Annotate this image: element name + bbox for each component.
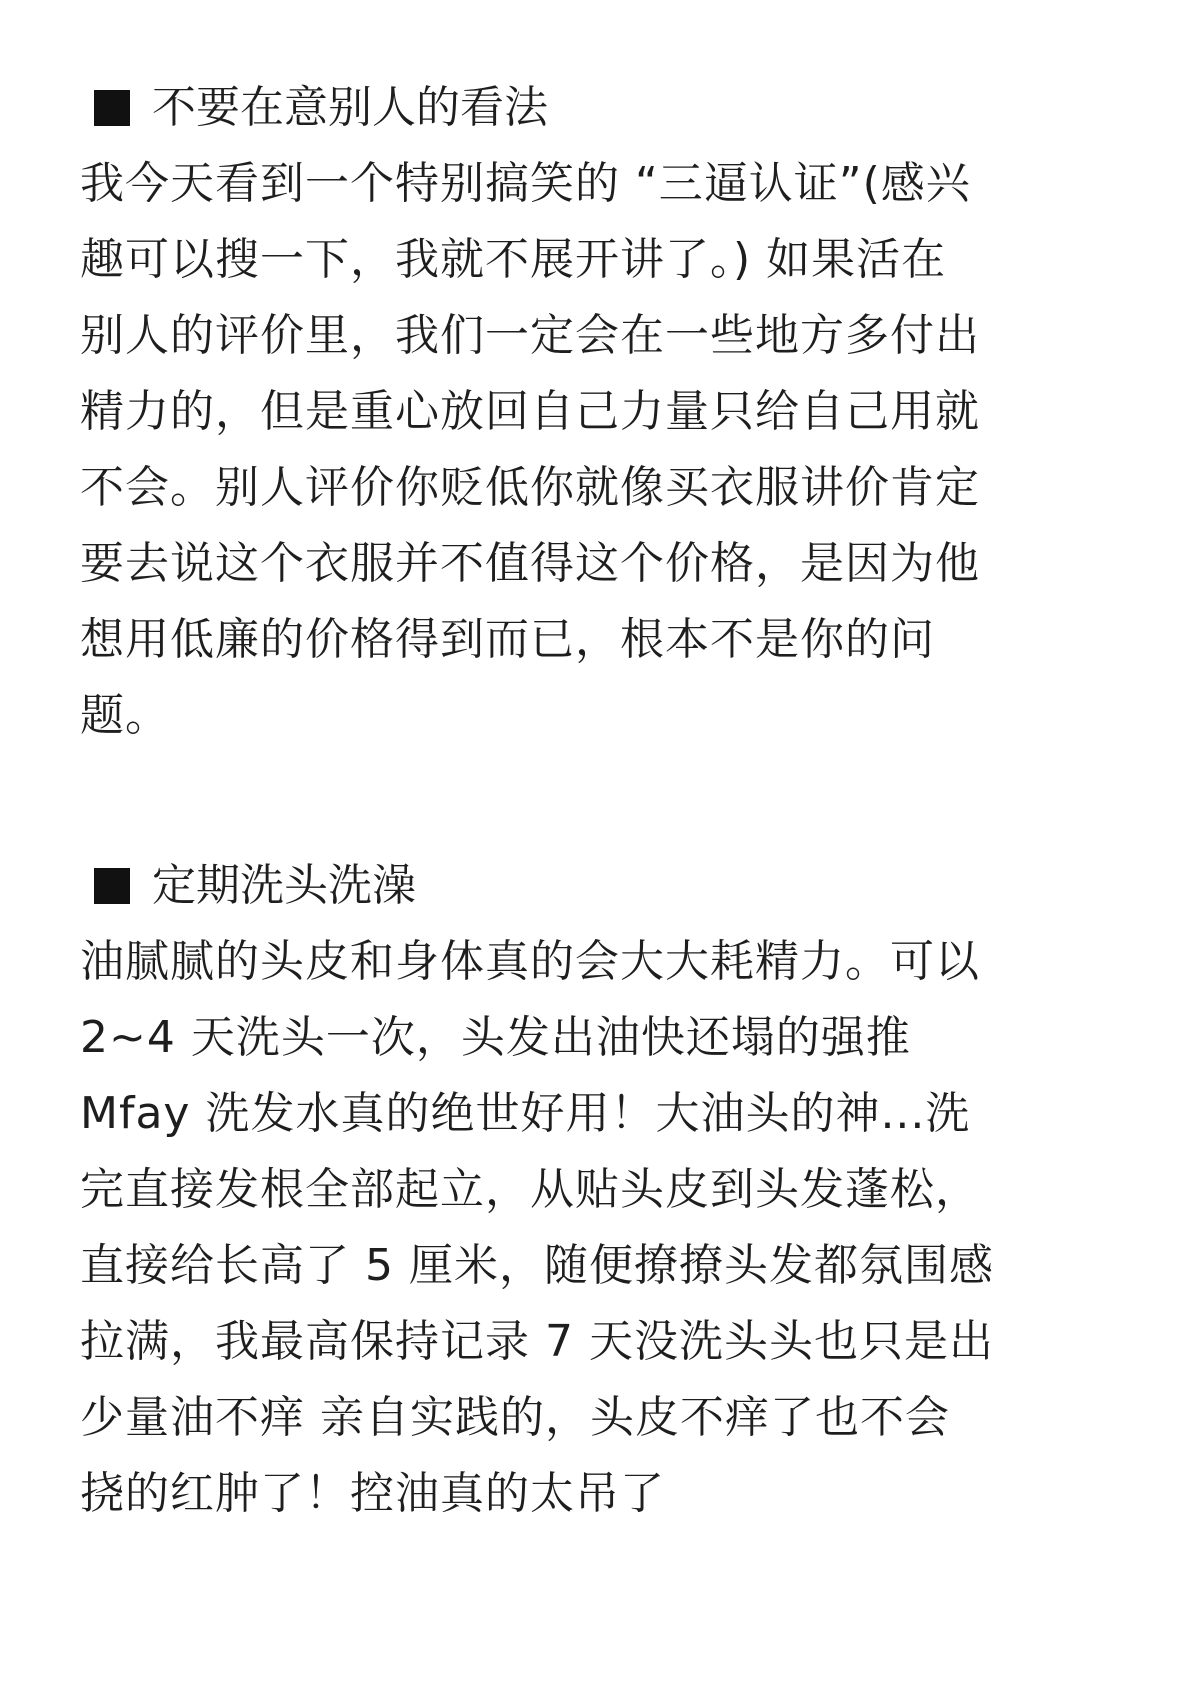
black-square-icon xyxy=(94,90,130,126)
section-heading-text: 不要在意别人的看法 xyxy=(152,82,548,133)
body-line: 2~4 天洗头一次，头发出油快还塌的强推 xyxy=(80,1012,911,1063)
section-heading xyxy=(80,70,1100,146)
section-heading xyxy=(80,848,1100,924)
body-line: 趣可以搜一下，我就不展开讲了。) 如果活在 xyxy=(80,234,947,285)
body-line: 油腻腻的头皮和身体真的会大大耗精力。可以 xyxy=(80,936,980,987)
body-line: 别人的评价里，我们一定会在一些地方多付出 xyxy=(80,310,980,361)
body-line: 精力的，但是重心放回自己力量只给自己用就 xyxy=(80,386,980,437)
body-line: 直接给长高了 5 厘米，随便撩撩头发都氛围感 xyxy=(80,1240,994,1291)
body-line: Mfay 洗发水真的绝世好用！大油头的神...洗 xyxy=(80,1088,971,1139)
body-line: 拉满，我最高保持记录 7 天没洗头头也只是出 xyxy=(80,1316,994,1367)
section-wash-regularly xyxy=(80,848,1100,1532)
body-line: 要去说这个衣服并不值得这个价格，是因为他 xyxy=(80,538,980,589)
body-line: 想用低廉的价格得到而已，根本不是你的问 xyxy=(80,614,935,665)
body-line: 挠的红肿了！控油真的太吊了 xyxy=(80,1468,665,1519)
section-body xyxy=(80,924,1100,1532)
black-square-icon xyxy=(94,868,130,904)
section-body xyxy=(80,146,1100,754)
body-line: 少量油不痒 亲自实践的，头皮不痒了也不会 xyxy=(80,1392,950,1443)
section-heading-text: 定期洗头洗澡 xyxy=(152,860,416,911)
body-line: 不会。别人评价你贬低你就像买衣服讲价肯定 xyxy=(80,462,980,513)
body-line: 完直接发根全部起立，从贴头皮到头发蓬松， xyxy=(80,1164,980,1215)
section-dont-mind-others xyxy=(80,70,1100,754)
body-line: 我今天看到一个特别搞笑的 “三逼认证”(感兴 xyxy=(80,158,971,209)
body-line: 题。 xyxy=(80,690,170,741)
